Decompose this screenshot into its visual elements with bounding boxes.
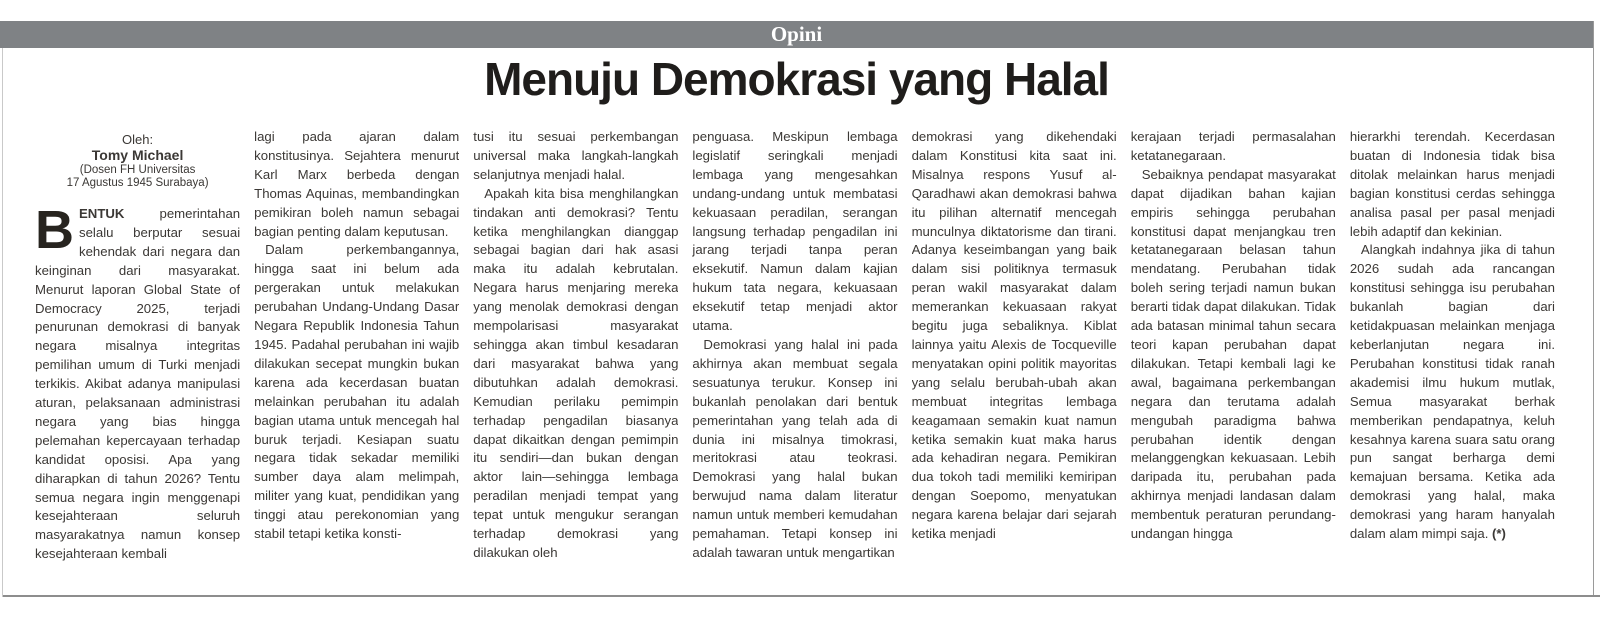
column-1 xyxy=(35,128,240,584)
paragraph: penguasa. Meskipun lembaga legislatif seringkali menjadi lembaga yang mengesahkan undang-undang untuk membatasi kekuasaan peradilan, serangan langsung terhadap pengadilan ini jarang terjadi tanpa peran eksekutif. Namun dalam kajian hukum tata negara, kekuasaan eksekutif tetap menjadi aktor utama. xyxy=(692,129,898,334)
byline xyxy=(35,132,240,191)
lead-word: ENTUK xyxy=(79,205,125,221)
article-body xyxy=(35,128,1555,584)
page-border-left xyxy=(2,48,3,597)
column-6 xyxy=(1131,128,1336,584)
drop-cap: B xyxy=(35,199,74,260)
paragraph-text: pemerintahan selalu berputar sesuai kehendak dari negara dan keinginan dari masyarakat. Menurut laporan Global State of Democracy 2025, terjadi penurunan demokrasi di banyak negara misalnya integritas pemilihan umum di Turki menjadi terkikis. Akibat adanya manipulasi aturan, pelaksanaan administrasi negara yang bias hingga pelemahan kepercayaan terhadap kandidat oposisi. Apa yang diharapkan di tahun 2026? Tentu semua negara ingin menggenapi kesejahteraan seluruh masyarakatnya namun konsep kesejahteraan kembali xyxy=(35,205,241,562)
byline-prefix: Oleh: xyxy=(122,132,154,147)
paragraph: demokrasi yang dikehendaki dalam Konstitusi kita saat ini. Misalnya respons Yusuf al-Qaradhawi akan demokrasi bahwa itu pilihan alternatif mencegah munculnya diktatorisme dan tirani. Adanya keseimbangan yang baik dalam sisi politiknya termasuk peran wakil masyarakat dalam memerankan kekuasaan rakyat begitu juga sebaliknya. Kiblat lainnya yaitu Alexis de Tocqueville menyatakan opini politik mayoritas yang selalu berubah-ubah akan membuat integritas lembaga keagamaan semakin kuat namun ketika semakin kuat maka harus ada kehadiran negara. Pemikiran dua tokoh tadi memiliki kemiripan dengan Soepomo, menyatukan negara karena belajar dari sejarah ketika menjadi xyxy=(911,129,1117,542)
byline-author: Tomy Michael xyxy=(91,147,184,164)
column-4 xyxy=(692,128,897,584)
column-5 xyxy=(912,128,1117,584)
column-7 xyxy=(1350,128,1555,584)
paragraph: tusi itu sesuai perkembangan universal maka langkah-langkah selanjutnya menjadi halal. xyxy=(473,129,679,182)
paragraph: kerajaan terjadi permasalahan ketatanegaraan. xyxy=(1130,129,1336,163)
paragraph: hierarkhi terendah. Kecerdasan buatan di Indonesia tidak bisa ditolak melainkan harus menjadi bagian konstitusi cerdas sehingga analisa pasal per pasal menjadi lebih adaptif dan kekinian. xyxy=(1349,129,1555,239)
paragraph: Sebaiknya pendapat masyarakat dapat dijadikan bahan kajian empiris sehingga perubahan konstitusi dapat menjangkau tren ketatanegaraan belasan tahun mendatang. Perubahan tidak boleh sering terjadi namun bukan berarti tidak dapat dilakukan. Tidak ada batasan minimal tahun secara teori kapan perubahan dapat dilakukan. Tetapi kembali lagi ke awal, bagaimana perkembangan negara dan terutama adalah mengubah paradigma bahwa perubahan identik dengan melanggengkan kekuasaan. Lebih daripada itu, perubahan pada akhirnya menjadi landasan dalam membentuk peraturan perundang-undangan hingga xyxy=(1130,166,1336,542)
opening-paragraph xyxy=(35,199,241,564)
section-banner xyxy=(0,21,1593,48)
column-2 xyxy=(254,128,459,584)
closing-paragraph xyxy=(1350,241,1555,544)
paragraph: Apakah kita bisa menghilangkan tindakan anti demokrasi? Tentu ketika menghilangkan dianggap sebagai bagian dari hak asasi maka itu adalah kebrutalan. Negara harus menjaring mereka yang menolak demokrasi dengan mempolarisasi masyarakat sehingga akan timbul kesadaran dari masyarakat bahwa yang dibutuhkan adalah demokrasi. Kemudian perilaku pemimpin terhadap pengadilan biasanya dapat dikaitkan dengan pemimpin itu sendiri—dan bukan dengan aktor lain—sehingga lembaga peradilan menjadi tempat yang tepat untuk mengukur serangan terhadap demokrasi yang dilakukan oleh xyxy=(473,185,679,560)
byline-affiliation-line2: 17 Agustus 1945 Surabaya) xyxy=(66,177,209,190)
paragraph: Dalam perkembangannya, hingga saat ini belum ada pergerakan untuk melakukan perubahan Undang-Undang Dasar Negara Republik Indonesia Tahun 1945. Padahal perubahan ini wajib dilakukan secepat mungkin bukan karena ada kecerdasan buatan melainkan perubahan itu adalah bagian utama untuk mencegah hal buruk terjadi. Kesiapan suatu negara tidak sekadar memiliki sumber daya alam melimpah, militer yang kuat, pendidikan yang tinggi atau perekonomian yang stabil tetapi ketika konsti- xyxy=(254,242,460,542)
paragraph-text: Alangkah indahnya jika di tahun 2026 sudah ada rancangan konstitusi sehingga isu perubahan bukanlah bagian dari ketidakpuasan melainkan menjaga keberlanjutan negara ini. Perubahan konstitusi tidak ranah akademisi ilmu hukum mutlak, Semua masyarakat berhak memberikan pendapatnya, keluh kesahnya karena suara satu orang pun sangat berharga demi kemajuan bersama. Ketika ada demokrasi yang halal, maka demokrasi yang haram hanyalah dalam alam mimpi saja. xyxy=(1349,242,1555,542)
byline-affiliation-line1: (Dosen FH Universitas xyxy=(79,163,196,176)
section-label: Opini xyxy=(770,22,823,46)
article-title: Menuju Demokrasi yang Halal xyxy=(484,53,1109,105)
column-3 xyxy=(473,128,678,584)
paragraph: Demokrasi yang halal ini pada akhirnya akan membuat segala sesuatunya terukur. Konsep ini bukanlah penolakan dari bentuk pemerintahan yang telah ada di dunia ini misalnya timokrasi, meritokrasi atau teokrasi. Demokrasi yang halal bukan berwujud nama dalam literatur namun untuk memberi kemudahan pemahaman. Tetapi konsep ini adalah tawaran untuk mengartikan xyxy=(692,336,898,560)
end-mark: (*) xyxy=(1492,526,1506,542)
bottom-divider xyxy=(3,595,1600,597)
paragraph: lagi pada ajaran dalam konstitusinya. Sejahtera menurut Karl Marx berbeda dengan Thomas Aquinas, membandingkan pemikiran boleh namun sebagai bagian penting dalam keputusan. xyxy=(254,129,460,239)
page-border-right xyxy=(1593,21,1594,597)
